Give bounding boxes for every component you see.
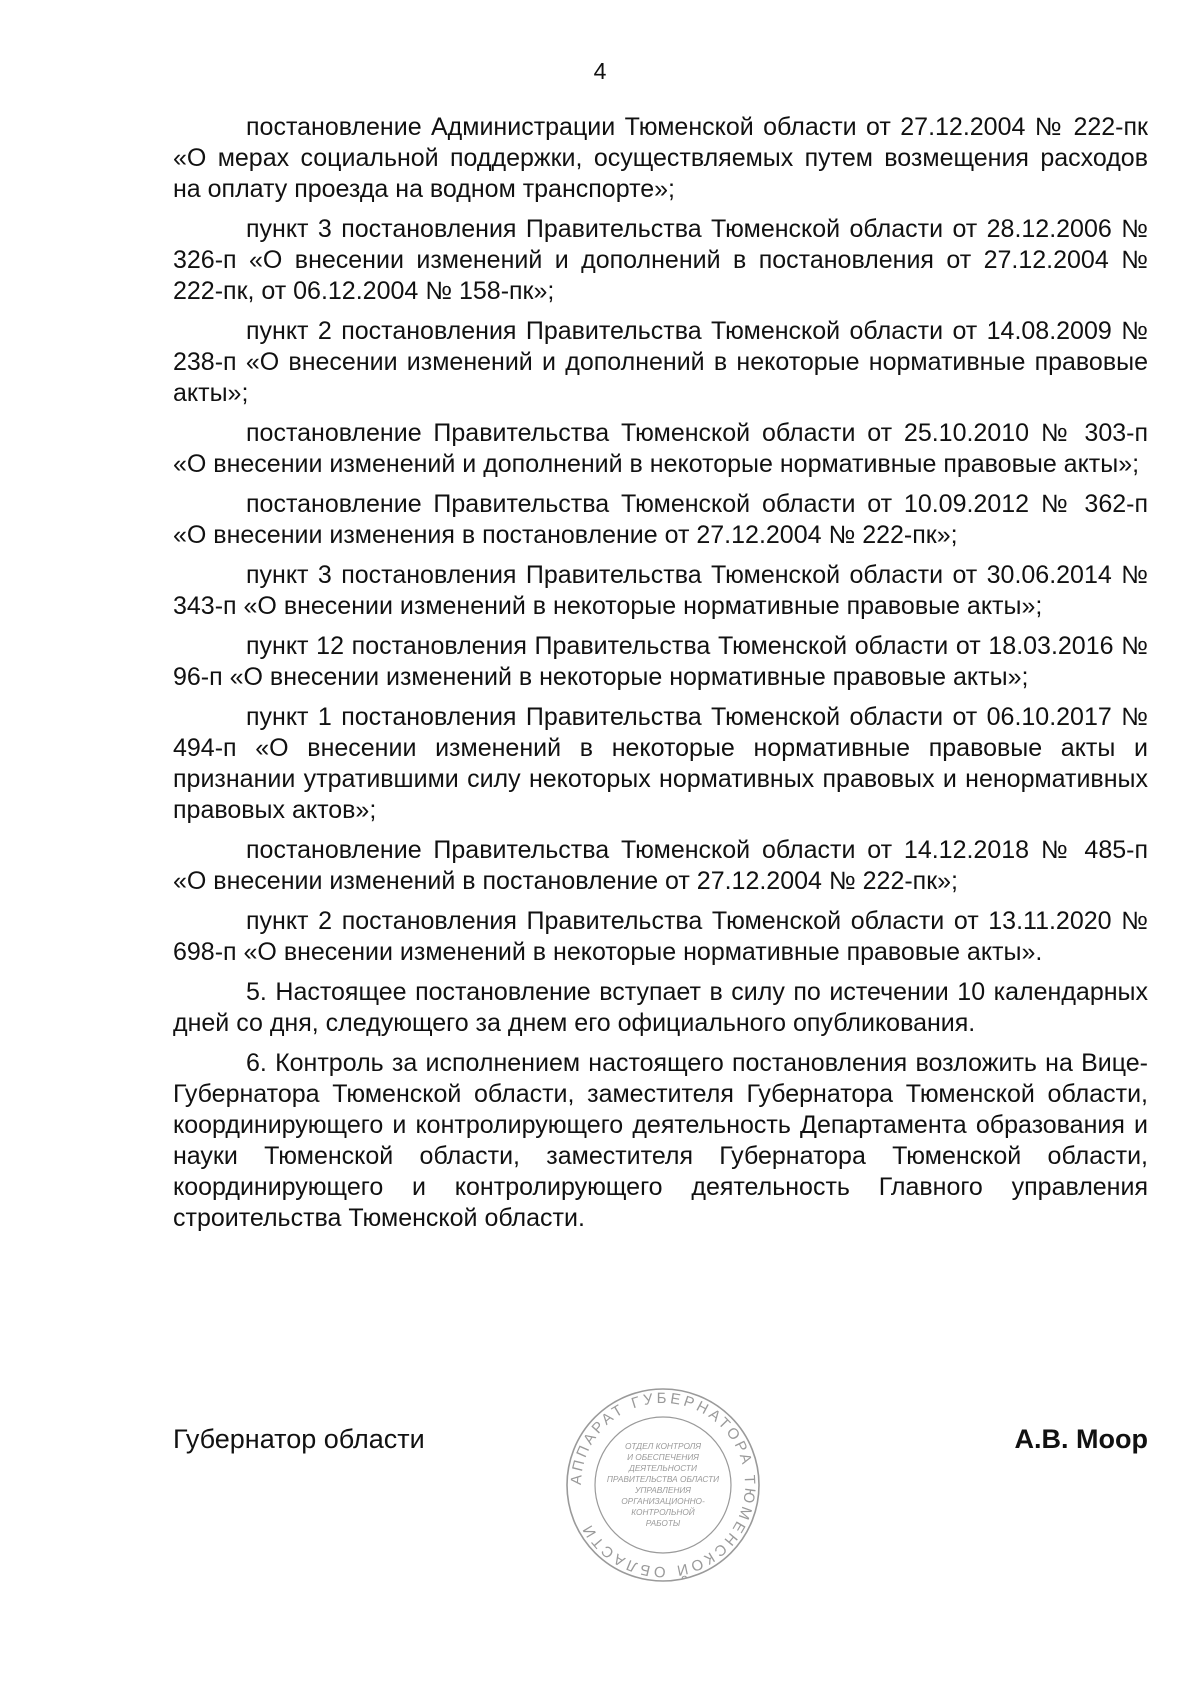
paragraph-2: пункт 3 постановления Правительства Тюменской области от 28.12.2006 № 326-п «О внесении изменений и дополнений в постановления от 27.12.2004 № 222-пк, от 06.12.2004 № 158-пк»;	[173, 215, 1148, 305]
paragraph-3: пункт 2 постановления Правительства Тюменской области от 14.08.2009 № 238-п «О внесении изменений и дополнений в некоторые нормативные правовые акты»;	[173, 317, 1148, 407]
seal-inner-line: ОТДЕЛ КОНТРОЛЯ	[624, 1441, 702, 1451]
seal-inner-line: ОРГАНИЗАЦИОННО-	[621, 1496, 705, 1506]
official-seal	[563, 1385, 763, 1585]
seal-inner-line: РАБОТЫ	[645, 1518, 681, 1528]
seal-inner-text	[607, 1441, 719, 1528]
paragraph-6: пункт 3 постановления Правительства Тюменской области от 30.06.2014 № 343-п «О внесении изменений в некоторые нормативные правовые акты»;	[173, 561, 1148, 620]
page-number: 4	[593, 58, 607, 84]
document-body	[173, 112, 1148, 1243]
signatory-name: А.В. Моор	[1014, 1424, 1148, 1454]
seal-outer-text: АППАРАТ ГУБЕРНАТОРА ТЮМЕНСКОЙ ОБЛАСТИ	[567, 1389, 759, 1581]
paragraph-9: постановление Правительства Тюменской области от 14.12.2018 № 485-п «О внесении изменений в постановление от 27.12.2004 № 222-пк»;	[173, 836, 1148, 895]
paragraph-7: пункт 12 постановления Правительства Тюменской области от 18.03.2016 № 96-п «О внесении изменений в некоторые нормативные правовые акты»;	[173, 632, 1148, 691]
paragraph-1: постановление Администрации Тюменской области от 27.12.2004 № 222-пк «О мерах социальной поддержки, осуществляемых путем возмещения расходов на оплату проезда на водном транспорте»;	[173, 113, 1148, 203]
paragraph-8: пункт 1 постановления Правительства Тюменской области от 06.10.2017 № 494-п «О внесении изменений в некоторые нормативные правовые акты и признании утратившими силу некоторых нормативных правовых и ненормативных правовых актов»;	[173, 703, 1148, 824]
seal-inner-line: ПРАВИТЕЛЬСТВА ОБЛАСТИ	[606, 1474, 720, 1484]
seal-inner-line: УПРАВЛЕНИЯ	[635, 1485, 691, 1495]
seal-inner-line: ДЕЯТЕЛЬНОСТИ	[629, 1463, 697, 1473]
clause-6: 6. Контроль за исполнением настоящего постановления возложить на Вице-Губернатора Тюменской области, заместителя Губернатора Тюменской области, координирующего и контролирующего деятельность Департамента образования и науки Тюменской области, заместителя Губернатора Тюменской области, координирующего и контролирующего деятельность Главного управления строительства Тюменской области.	[173, 1049, 1148, 1232]
paragraph-5: постановление Правительства Тюменской области от 10.09.2012 № 362-п «О внесении изменения в постановление от 27.12.2004 № 222-пк»;	[173, 490, 1148, 549]
clause-5: 5. Настоящее постановление вступает в силу по истечении 10 календарных дней со дня, следующего за днем его официального опубликования.	[173, 978, 1148, 1037]
paragraph-4: постановление Правительства Тюменской области от 25.10.2010 № 303-п «О внесении изменений и дополнений в некоторые нормативные правовые акты»;	[173, 419, 1148, 478]
signatory-title: Губернатор области	[173, 1424, 425, 1454]
paragraph-10: пункт 2 постановления Правительства Тюменской области от 13.11.2020 № 698-п «О внесении изменений в некоторые нормативные правовые акты».	[173, 907, 1148, 966]
seal-inner-line: КОНТРОЛЬНОЙ	[631, 1507, 695, 1517]
seal-inner-line: И ОБЕСПЕЧЕНИЯ	[627, 1452, 699, 1462]
